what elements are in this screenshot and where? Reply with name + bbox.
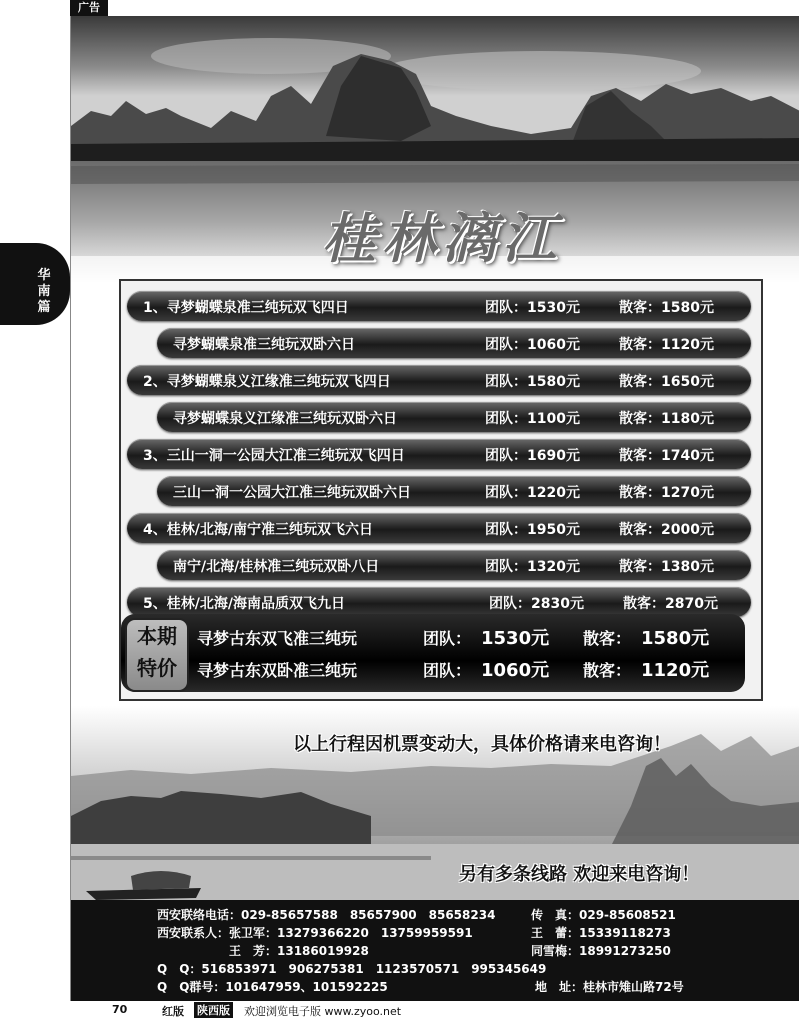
- price-notice: 以上行程因机票变动大，具体价格请来电咨询！: [293, 734, 671, 755]
- route-name: 5、桂林/北海/海南品质双飞九日: [143, 596, 345, 612]
- route-row: [127, 365, 751, 395]
- group-price: 团队：1100元: [485, 411, 580, 427]
- individual-price: 散客：1270元: [619, 485, 714, 501]
- route-row: [127, 439, 751, 469]
- group-price: 团队：1580元: [485, 374, 580, 390]
- individual-price: 散客：1740元: [619, 448, 714, 464]
- section-tab-label: 华 南 篇: [37, 268, 51, 315]
- special-group-label: 团队：: [423, 629, 472, 648]
- edition-label: 红版: [162, 1005, 184, 1018]
- individual-price: 散客：1180元: [619, 411, 714, 427]
- page-number: 70: [112, 1003, 128, 1016]
- ad-tag: 广告: [70, 0, 108, 16]
- website-link[interactable]: 欢迎浏览电子版 www.zyoo.net: [244, 1005, 402, 1018]
- contact-qq: Q Q：516853971 906275381 1123570571 995345649: [157, 962, 547, 976]
- special-badge-line2: 特价: [137, 656, 177, 680]
- route-name: 1、寻梦蝴蝶泉准三纯玩双飞四日: [143, 300, 349, 316]
- ad-page: [70, 16, 799, 1001]
- contact-address: 地 址：桂林市雉山路72号: [535, 980, 684, 994]
- contact-info: [71, 900, 799, 1001]
- route-row: [157, 328, 751, 358]
- edition-badge: 陕西版: [194, 1002, 233, 1018]
- special-individual-price: 1580元: [641, 628, 710, 649]
- group-price: 团队：1320元: [485, 559, 580, 575]
- special-offer-badge: [125, 618, 189, 692]
- route-name: 三山一洞一公园大江准三纯玩双卧六日: [173, 485, 411, 501]
- group-price: 团队：1950元: [485, 522, 580, 538]
- special-individual-label: 散客：: [583, 661, 632, 680]
- route-name: 3、三山一洞一公园大江准三纯玩双飞四日: [143, 448, 405, 464]
- group-price: 团队：1060元: [485, 337, 580, 353]
- route-name: 4、桂林/北海/南宁准三纯玩双飞六日: [143, 522, 373, 538]
- route-name: 寻梦蝴蝶泉准三纯玩双卧六日: [173, 337, 355, 353]
- individual-price: 散客：2000元: [619, 522, 714, 538]
- more-routes-notice: 另有多条线路 欢迎来电咨询！: [459, 864, 700, 885]
- title: 桂林漓江: [322, 206, 562, 270]
- individual-price: 散客：1380元: [619, 559, 714, 575]
- special-item-name: 寻梦古东双飞准三纯玩: [197, 629, 358, 648]
- route-row: [157, 402, 751, 432]
- individual-price: 散客：1650元: [619, 374, 714, 390]
- contact-phone: 西安联络电话：029-85657588 85657900 85658234: [157, 908, 496, 922]
- group-price: 团队：2830元: [489, 596, 584, 612]
- contact-fax: 传 真：029-85608521: [531, 908, 676, 922]
- contact-qq-group: Q Q群号：101647959、101592225: [157, 980, 388, 994]
- group-price: 团队：1220元: [485, 485, 580, 501]
- contact-wang-fang: 王 芳：13186019928: [229, 944, 369, 958]
- route-row: [127, 513, 751, 543]
- route-row: [127, 291, 751, 321]
- route-name: 2、寻梦蝴蝶泉义江缘准三纯玩双飞四日: [143, 374, 391, 390]
- special-badge-line1: 本期: [137, 624, 177, 648]
- route-row: [157, 550, 751, 580]
- page-footer: [0, 1001, 799, 1017]
- special-group-label: 团队：: [423, 661, 472, 680]
- route-name: 寻梦蝴蝶泉义江缘准三纯玩双卧六日: [173, 411, 397, 427]
- route-row: [127, 587, 751, 617]
- contact-tong-xuemei: 同雪梅：18991273250: [531, 944, 671, 958]
- special-individual-label: 散客：: [583, 629, 632, 648]
- special-group-price: 1060元: [481, 660, 550, 681]
- group-price: 团队：1690元: [485, 448, 580, 464]
- special-individual-price: 1120元: [641, 660, 710, 681]
- route-row: [157, 476, 751, 506]
- individual-price: 散客：1120元: [619, 337, 714, 353]
- contact-people: 西安联系人：张卫军：13279366220 13759959591: [157, 926, 473, 940]
- group-price: 团队：1530元: [485, 300, 580, 316]
- special-item-name: 寻梦古东双卧准三纯玩: [197, 661, 358, 680]
- individual-price: 散客：1580元: [619, 300, 714, 316]
- special-group-price: 1530元: [481, 628, 550, 649]
- individual-price: 散客：2870元: [623, 596, 718, 612]
- route-name: 南宁/北海/桂林准三纯玩双卧八日: [173, 559, 380, 575]
- contact-wang-lei: 王 蕾：15339118273: [531, 926, 671, 940]
